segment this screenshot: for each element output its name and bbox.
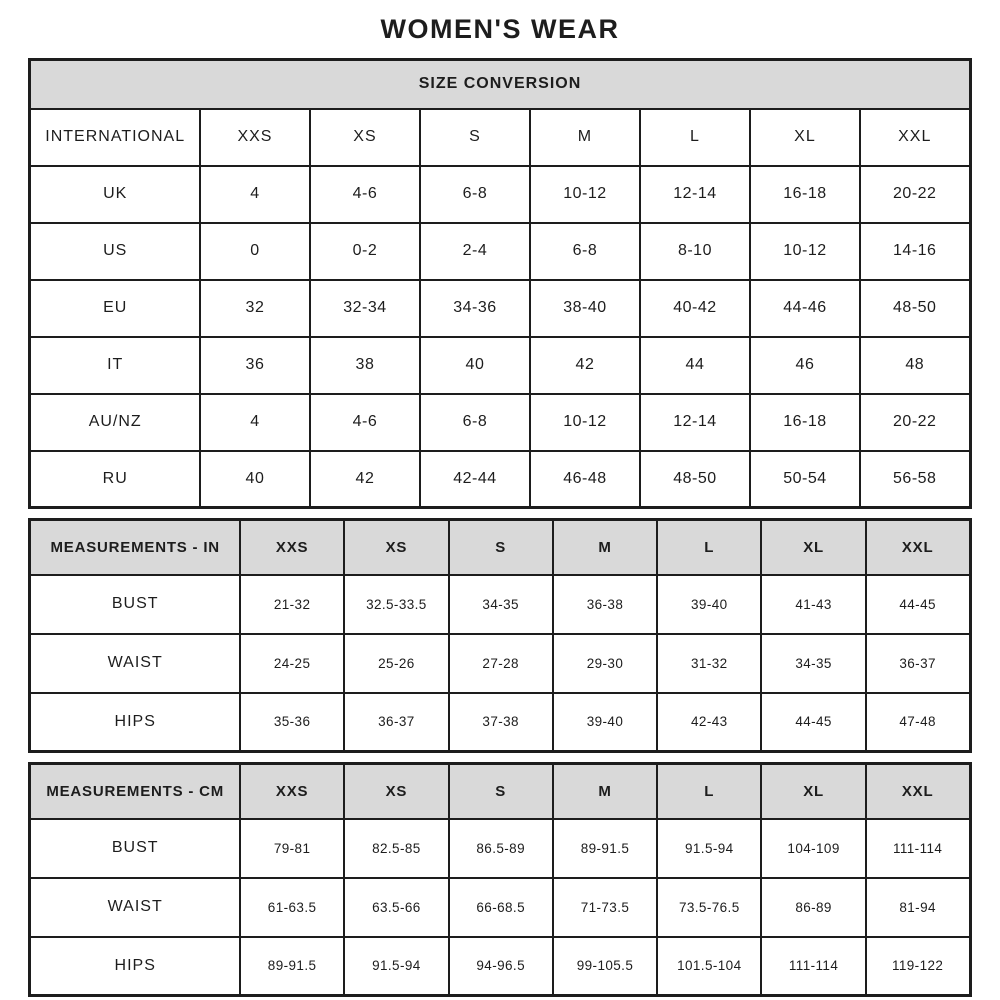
table-cell: 41-43 [761,575,865,634]
measurements-in-table [28,518,971,753]
table-cell: 20-22 [860,394,970,451]
table-cell: 73.5-76.5 [657,878,761,937]
table-cell: 44 [640,337,750,394]
table-cell: 42-44 [420,451,530,508]
table-cell: 36 [200,337,310,394]
row-label: IT [30,337,200,394]
table-cell: 36-37 [866,634,970,693]
table-cell: 91.5-94 [657,819,761,878]
column-header: XXL [866,520,970,575]
table-cell: 31-32 [657,634,761,693]
column-header: L [657,764,761,819]
column-header: XL [750,109,860,166]
row-label: HIPS [30,937,240,996]
table-cell: 46-48 [530,451,640,508]
table-cell: 42 [310,451,420,508]
table-cell: 6-8 [420,394,530,451]
column-header: XL [761,520,865,575]
table-cell: 86.5-89 [449,819,553,878]
table-cell: 38-40 [530,280,640,337]
table-row [30,693,970,752]
row-label: WAIST [30,634,240,693]
table-cell: 4 [200,394,310,451]
table-row [30,937,970,996]
column-header: XXS [200,109,310,166]
column-header: S [420,109,530,166]
column-header: XS [344,764,448,819]
row-label: US [30,223,200,280]
row-label: WAIST [30,878,240,937]
table-cell: 63.5-66 [344,878,448,937]
table-band-row [30,60,970,109]
table-cell: 111-114 [866,819,970,878]
table-cell: 42 [530,337,640,394]
table-cell: 82.5-85 [344,819,448,878]
column-header-row [30,109,970,166]
table-cell: 4-6 [310,394,420,451]
table-cell: 25-26 [344,634,448,693]
table-cell: 2-4 [420,223,530,280]
column-header: L [640,109,750,166]
table-cell: 104-109 [761,819,865,878]
table-cell: 48-50 [860,280,970,337]
table-cell: 4 [200,166,310,223]
column-header: INTERNATIONAL [30,109,200,166]
table-row [30,575,970,634]
table-cell: 12-14 [640,394,750,451]
row-label: EU [30,280,200,337]
table-cell: 50-54 [750,451,860,508]
table-row [30,819,970,878]
table-band-header: SIZE CONVERSION [30,60,970,109]
table-cell: 16-18 [750,166,860,223]
table-cell: 89-91.5 [240,937,344,996]
table-cell: 47-48 [866,693,970,752]
table-cell: 34-36 [420,280,530,337]
table-row [30,394,970,451]
page-title: WOMEN'S WEAR [380,14,620,44]
column-header-row [30,520,970,575]
table-cell: 89-91.5 [553,819,657,878]
column-header: L [657,520,761,575]
row-label: BUST [30,575,240,634]
table-cell: 40 [420,337,530,394]
table-cell: 14-16 [860,223,970,280]
table-cell: 0-2 [310,223,420,280]
table-cell: 61-63.5 [240,878,344,937]
table-cell: 81-94 [866,878,970,937]
table-cell: 37-38 [449,693,553,752]
table-row [30,223,970,280]
table-cell: 39-40 [553,693,657,752]
table-cell: 39-40 [657,575,761,634]
table-cell: 66-68.5 [449,878,553,937]
size-conversion-table [28,58,971,509]
column-header: M [530,109,640,166]
column-header: XXL [866,764,970,819]
table-cell: 34-35 [449,575,553,634]
table-cell: 48 [860,337,970,394]
table-cell: 46 [750,337,860,394]
table-cell: 10-12 [750,223,860,280]
table-cell: 101.5-104 [657,937,761,996]
table-cell: 94-96.5 [449,937,553,996]
table-cell: 44-45 [866,575,970,634]
table-cell: 8-10 [640,223,750,280]
table-cell: 4-6 [310,166,420,223]
table-row [30,337,970,394]
table-cell: 21-32 [240,575,344,634]
table-row [30,280,970,337]
table-cell: 36-38 [553,575,657,634]
table-cell: 40 [200,451,310,508]
row-label: UK [30,166,200,223]
table-cell: 20-22 [860,166,970,223]
column-header: XXL [860,109,970,166]
table-cell: 0 [200,223,310,280]
table-cell: 27-28 [449,634,553,693]
column-header: XL [761,764,865,819]
table-cell: 79-81 [240,819,344,878]
column-header: S [449,764,553,819]
column-header: XS [310,109,420,166]
table-cell: 12-14 [640,166,750,223]
row-label: HIPS [30,693,240,752]
table-cell: 86-89 [761,878,865,937]
table-cell: 40-42 [640,280,750,337]
table-cell: 91.5-94 [344,937,448,996]
table-cell: 42-43 [657,693,761,752]
column-header: XXS [240,520,344,575]
table-cell: 10-12 [530,166,640,223]
measurements-cm-table [28,762,971,997]
column-header: XS [344,520,448,575]
table-cell: 35-36 [240,693,344,752]
row-label: RU [30,451,200,508]
table-cell: 24-25 [240,634,344,693]
table-cell: 111-114 [761,937,865,996]
table-cell: 29-30 [553,634,657,693]
table-cell: 71-73.5 [553,878,657,937]
table-row [30,634,970,693]
table-cell: 38 [310,337,420,394]
table-cell: 44-45 [761,693,865,752]
column-header: M [553,520,657,575]
table-cell: 32 [200,280,310,337]
row-label: AU/NZ [30,394,200,451]
table-cell: 32-34 [310,280,420,337]
table-cell: 48-50 [640,451,750,508]
table-cell: 44-46 [750,280,860,337]
table-cell: 32.5-33.5 [344,575,448,634]
table-row [30,878,970,937]
column-header: MEASUREMENTS - IN [30,520,240,575]
column-header: M [553,764,657,819]
table-cell: 16-18 [750,394,860,451]
table-cell: 6-8 [420,166,530,223]
table-row [30,451,970,508]
column-header: XXS [240,764,344,819]
table-cell: 56-58 [860,451,970,508]
table-cell: 36-37 [344,693,448,752]
table-cell: 119-122 [866,937,970,996]
column-header: S [449,520,553,575]
column-header-row [30,764,970,819]
table-cell: 6-8 [530,223,640,280]
table-row [30,166,970,223]
column-header: MEASUREMENTS - CM [30,764,240,819]
table-cell: 99-105.5 [553,937,657,996]
row-label: BUST [30,819,240,878]
table-cell: 10-12 [530,394,640,451]
table-cell: 34-35 [761,634,865,693]
